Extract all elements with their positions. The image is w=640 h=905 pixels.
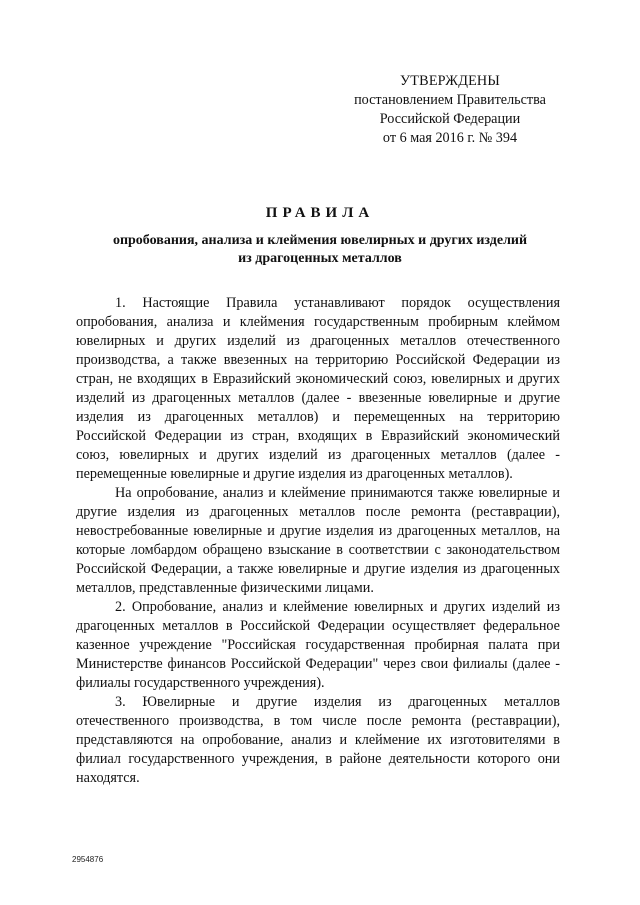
paragraph-4: 3. Ювелирные и другие изделия из драгоценных металлов отечественного производства, в том числе после ремонта (реставрации), представляются на опробование, анализ и клеймение их изготовителями в филиал государственного учреждения, в районе деятельности которого они находятся. <box>76 694 560 786</box>
document-number: 2954876 <box>72 855 104 864</box>
subtitle-line-1: опробования, анализа и клеймения ювелирных и других изделий <box>112 233 528 248</box>
approval-block <box>340 72 560 148</box>
approval-line-2: Российской Федерации <box>379 111 521 127</box>
subtitle-line-2: из драгоценных металлов <box>238 251 402 266</box>
document-subtitle <box>60 232 580 268</box>
approval-line-3: от 6 мая 2016 г. № 394 <box>382 130 518 146</box>
document-body <box>76 294 560 788</box>
approval-line-1: постановлением Правительства <box>354 92 546 108</box>
paragraph-3: 2. Опробование, анализ и клеймение ювелирных и других изделий из драгоценных металлов в Российской Федерации осуществляет федеральное казенное учреждение "Российская государственная пробирная палата при Министерстве финансов Российской Федерации" через свои филиалы (далее - филиалы государственного учреждения). <box>76 599 560 691</box>
paragraph-1: 1. Настоящие Правила устанавливают порядок осуществления опробования, анализа и клеймения государственным пробирным клеймом ювелирных и других изделий из драгоценных металлов отечественного производства, а также ввезенных на территорию Российской Федерации из стран, не входящих в Евразийский экономический союз, ювелирных и других изделий из драгоценных металлов (далее - ввезенные ювелирные и другие изделия из драгоценных металлов) и перемещенных на территорию Российской Федерации из стран, входящих в Евразийский экономический союз, ювелирных и других изделий из драгоценных металлов (далее - перемещенные ювелирные и другие изделия из драгоценных металлов). <box>76 295 560 482</box>
paragraph-2: На опробование, анализ и клеймение принимаются также ювелирные и другие изделия из драгоценных металлов после ремонта (реставрации), невостребованные ювелирные и другие изделия из драгоценных металлов, на которые ломбардом обращено взыскание в соответствии с законодательством Российской Федерации, а также ювелирные и другие изделия из драгоценных металлов, представленные физическими лицами. <box>76 485 560 596</box>
approval-heading: УТВЕРЖДЕНЫ <box>400 73 500 89</box>
document-title: ПРАВИЛА <box>265 205 375 221</box>
